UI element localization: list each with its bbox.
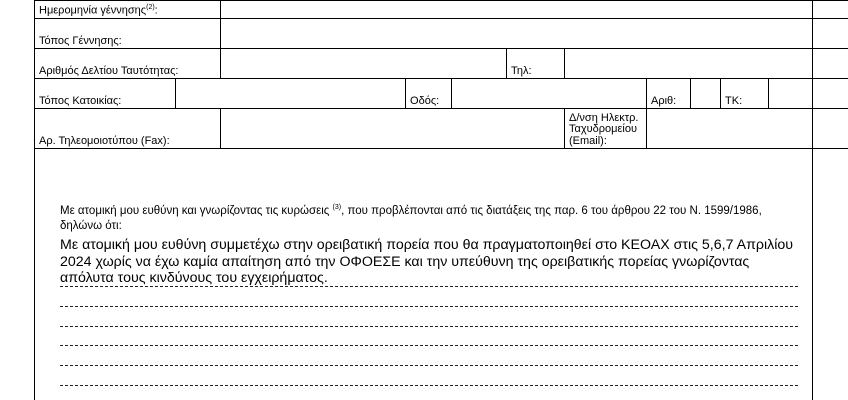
birth-date-label: Ημερομηνία γέννησης$^{(2)}$: (35, 1, 221, 19)
number-label: Αριθ: (647, 79, 691, 109)
email-label: Δ/νση Ηλεκτρ. Ταχυδρομείου (Email): (565, 109, 647, 149)
street-field[interactable] (452, 79, 647, 109)
birth-date-field[interactable] (221, 1, 848, 19)
dashed-writing-line (60, 385, 798, 387)
dashed-writing-line (60, 326, 798, 328)
dashed-writing-line (60, 345, 798, 347)
birth-place-label: Τόπος Γέννησης: (35, 19, 221, 49)
postal-code-field[interactable] (769, 79, 848, 109)
fax-field[interactable] (221, 109, 565, 149)
personal-details-table (34, 0, 848, 149)
dashed-writing-line (60, 365, 798, 367)
id-number-field[interactable] (221, 49, 507, 79)
phone-field[interactable] (565, 49, 848, 79)
declaration-intro: Με ατομική μου ευθύνη και γνωρίζοντας τις κυρώσεις $^{(3)}$, που προβλέπονται από τις διατάξεις της παρ. 6 του άρθρου 22 του Ν. 1599/1986, δηλώνω ότι: (60, 204, 762, 232)
birth-place-field[interactable] (221, 19, 848, 49)
id-number-label: Αριθμός Δελτίου Ταυτότητας: (35, 49, 221, 79)
street-label: Οδός: (406, 79, 452, 109)
residence-label: Τόπος Κατοικίας: (35, 79, 176, 109)
fax-label: Αρ. Τηλεομοιοτύπου (Fax): (35, 109, 221, 149)
postal-code-label: ΤΚ: (721, 79, 769, 109)
number-field[interactable] (691, 79, 721, 109)
phone-label: Τηλ: (507, 49, 565, 79)
dashed-writing-line (60, 286, 798, 288)
email-field[interactable] (647, 109, 848, 149)
dashed-writing-line (60, 306, 798, 308)
declaration-statement: Με ατομική μου ευθύνη συμμετέχω στην ορειβατική πορεία που θα πραγματοποιηθεί στο ΚΕΟΑΧ στις 5,6,7 Απριλίου 2024 χωρίς να έχω καμία απαίτηση από την ΟΦΟΕΣΕ και την υπεύθυνη της ορειβατικής πορείας γνωρίζοντας απόλυτα τους κινδύνους του εγχειρήματος. (60, 237, 794, 286)
residence-field[interactable] (176, 79, 406, 109)
